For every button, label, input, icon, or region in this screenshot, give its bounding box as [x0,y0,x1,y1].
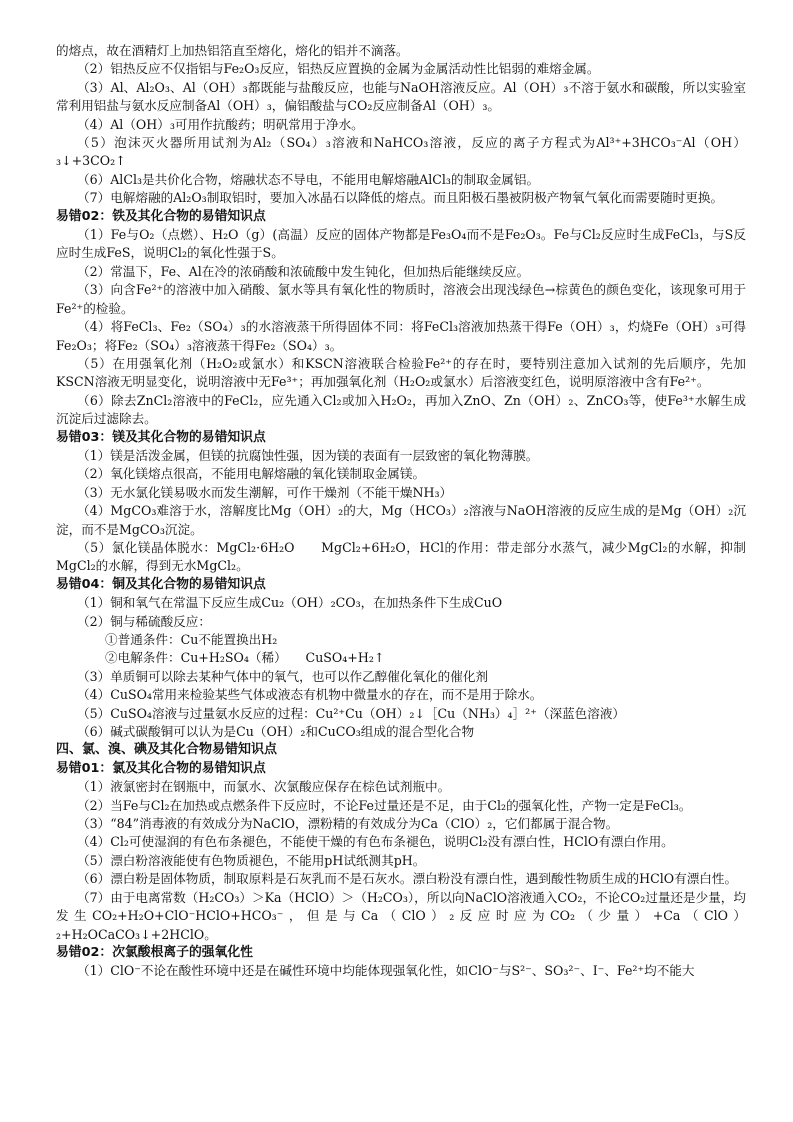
list-item: （2）当Fe与Cl₂在加热或点燃条件下反应时，不论Fe过量还是不足，由于Cl₂的强氧化性，产物一定是FeCl₃。 [77,797,692,813]
iron-list [56,226,746,428]
list-item: （4）MgCO₃难溶于水，溶解度比Mg（OH）₂的大，Mg（HCO₃）₂溶液与NaOH溶液的反应生成的是Mg（OH）₂沉淀，而不是MgCO₃沉淀。 [56,503,746,537]
chapter-heading-halogen: 四、氯、溴、碘及其化合物易错知识点 [56,742,278,758]
section-heading-copper: 易错04：铜及其化合物的易错知识点 [56,576,266,592]
list-item: （4）Cl₂可使湿润的有色布条褪色，不能使干燥的有色布条褪色，说明Cl₂没有漂白性，HClO有漂白作用。 [77,834,674,850]
list-item: （2）常温下，Fe、Al在冷的浓硝酸和浓硫酸中发生钝化，但加热后能继续反应。 [77,263,530,279]
sub-item: ①普通条件：Cu不能置换出H₂ [105,632,278,647]
list-item: （2）氧化镁熔点很高，不能用电解熔融的氧化镁制取金属镁。 [77,466,426,482]
aluminum-list [56,60,746,207]
list-item: （5）漂白粉溶液能使有色物质褪色，不能用pH试纸测其pH。 [77,852,426,868]
list-item: （2）铝热反应不仅指铝与Fe₂O₃反应，铝热反应置换的金属为金属活动性比铝弱的难熔金属。 [77,61,600,77]
list-item: （1）铜和氧气在常温下反应生成Cu₂（OH）₂CO₃，在加热条件下生成CuO [77,595,503,611]
list-item: （5）在用强氧化剂（H₂O₂或氯水）和KSCN溶液联合检验Fe²⁺的存在时，要特别注意加入试剂的先后顺序，先加KSCN溶液无明显变化，说明溶液中无Fe³⁺；再加强氧化剂（H₂O₂或氯水）后溶液变红色，说明原溶液中含有Fe²⁺。 [56,355,746,390]
chlorine-list [56,778,746,944]
list-item: （3）单质铜可以除去某种气体中的氧气，也可以作乙醇催化氧化的催化剂 [77,668,489,684]
list-item: （6）除去ZnCl₂溶液中的FeCl₂，应先通入Cl₂或加入H₂O₂，再加入ZnO、Zn（OH）₂、ZnCO₃等，使Fe³⁺水解生成沉淀后过滤除去。 [56,392,746,427]
list-item: （6）AlCl₃是共价化合物，熔融状态不导电，不能用电解熔融AlCl₃的制取金属铝。 [77,171,540,187]
list-item: （6）漂白粉是固体物质，制取原料是石灰乳而不是石灰水。漂白粉没有漂白性，遇到酸性物质生成的HClO有漂白性。 [77,871,738,887]
list-item: （5）泡沫灭火器所用试剂为Al₂（SO₄）₃溶液和NaHCO₃溶液，反应的离子方程式为Al³⁺+3HCO₃⁻Al（OH）₃↓+3CO₂↑ [56,135,746,169]
list-item: （1）镁是活泼金属，但镁的抗腐蚀性强，因为镁的表面有一层致密的氧化物薄膜。 [77,447,539,463]
list-item: （2）铜与稀硫酸反应： [77,613,211,629]
list-item: （4）CuSO₄常用来检验某些气体或液态有机物中微量水的存在，而不是用于除水。 [77,687,543,703]
list-item: （7）由于电离常数（H₂CO₃）＞Ka（HClO）＞（H₂CO₃），所以向NaClO溶液通入CO₂，不论CO₂过量还是少量，均发生CO₂+H₂O+ClO⁻HClO+HCO₃⁻，但是与Ca（ClO）₂反应时应为CO₂（少量）+Ca（ClO）₂+H₂OCaCO₃↓+2HClO。 [56,889,746,942]
list-item: （1）ClO⁻不论在酸性环境中还是在碱性环境中均能体现强氧化性，如ClO⁻与S²⁻、SO₃²⁻、I⁻、Fe²⁺均不能大 [77,963,695,979]
list-item: （4）将FeCl₃、Fe₂（SO₄）₃的水溶液蒸干所得固体不同：将FeCl₃溶液加热蒸干得Fe（OH）₃，灼烧Fe（OH）₃可得Fe₂O₃；将Fe₂（SO₄）₃溶液蒸干得Fe₂（SO₄）₃。 [56,319,746,353]
list-item: （5）CuSO₄溶液与过量氨水反应的过程：Cu²⁺Cu（OH）₂↓［Cu（NH₃）₄］²⁺（深蓝色溶液） [77,705,626,721]
section-heading-iron: 易错02：铁及其化合物的易错知识点 [56,208,266,224]
list-item: （1）液氯密封在钢瓶中，而氯水、次氯酸应保存在棕色试剂瓶中。 [77,779,451,795]
list-item: （6）碱式碳酸铜可以认为是Cu（OH）₂和CuCO₃组成的混合型化合物 [77,724,475,740]
section-heading-magnesium: 易错03：镁及其化合物的易错知识点 [56,429,266,445]
copper-list [56,594,746,741]
section-heading-chlorine: 易错01：氯及其化合物的易错知识点 [56,760,266,776]
list-item: （5）氯化镁晶体脱水：MgCl₂·6H₂O MgCl₂+6H₂O，HCl的作用：带走部分水蒸气，减少MgCl₂的水解，抑制MgCl₂的水解，得到无水MgCl₂。 [56,539,746,574]
list-item: （3）Al、Al₂O₃、Al（OH）₃都既能与盐酸反应，也能与NaOH溶液反应。Al（OH）₃不溶于氨水和碳酸，所以实验室常利用铝盐与氨水反应制备Al（OH）₃，偏铝酸盐与CO₂反应制备Al（OH）₃。 [56,79,746,114]
sub-item: ②电解条件：Cu+H₂SO₄（稀） CuSO₄+H₂↑ [105,650,385,666]
intro-line: 的熔点，故在酒精灯上加热铝箔直至熔化，熔化的铝并不滴落。 [56,43,409,58]
list-item: （1）Fe与O₂（点燃）、H₂O（g）(高温）反应的固体产物都是Fe₃O₄而不是Fe₂O₃。Fe与Cl₂反应时生成FeCl₃，与S反应时生成FeS，说明Cl₂的氧化性强于S。 [56,227,746,261]
magnesium-list [56,447,746,576]
list-item: （3）“84”消毒液的有效成分为NaClO，漂粉精的有效成分为Ca（ClO）₂，它们都属于混合物。 [77,816,619,832]
list-item: （3）无水氯化镁易吸水而发生潮解，可作干燥剂（不能干燥NH₃） [77,484,453,500]
list-item: （4）Al（OH）₃可用作抗酸药；明矾常用于净水。 [77,116,364,132]
list-item: （7）电解熔融的Al₂O₃制取铝时，要加入冰晶石以降低的熔点。而且阳极石墨被阴极产物氧气氧化而需要随时更换。 [77,190,724,206]
list-item: （3）向含Fe²⁺的溶液中加入硝酸、氯水等具有氧化性的物质时，溶液会出现浅绿色→棕黄色的颜色变化，该现象可用于Fe²⁺的检验。 [56,282,746,316]
section-heading-hypochlorite: 易错02：次氯酸根离子的强氧化性 [56,944,253,960]
